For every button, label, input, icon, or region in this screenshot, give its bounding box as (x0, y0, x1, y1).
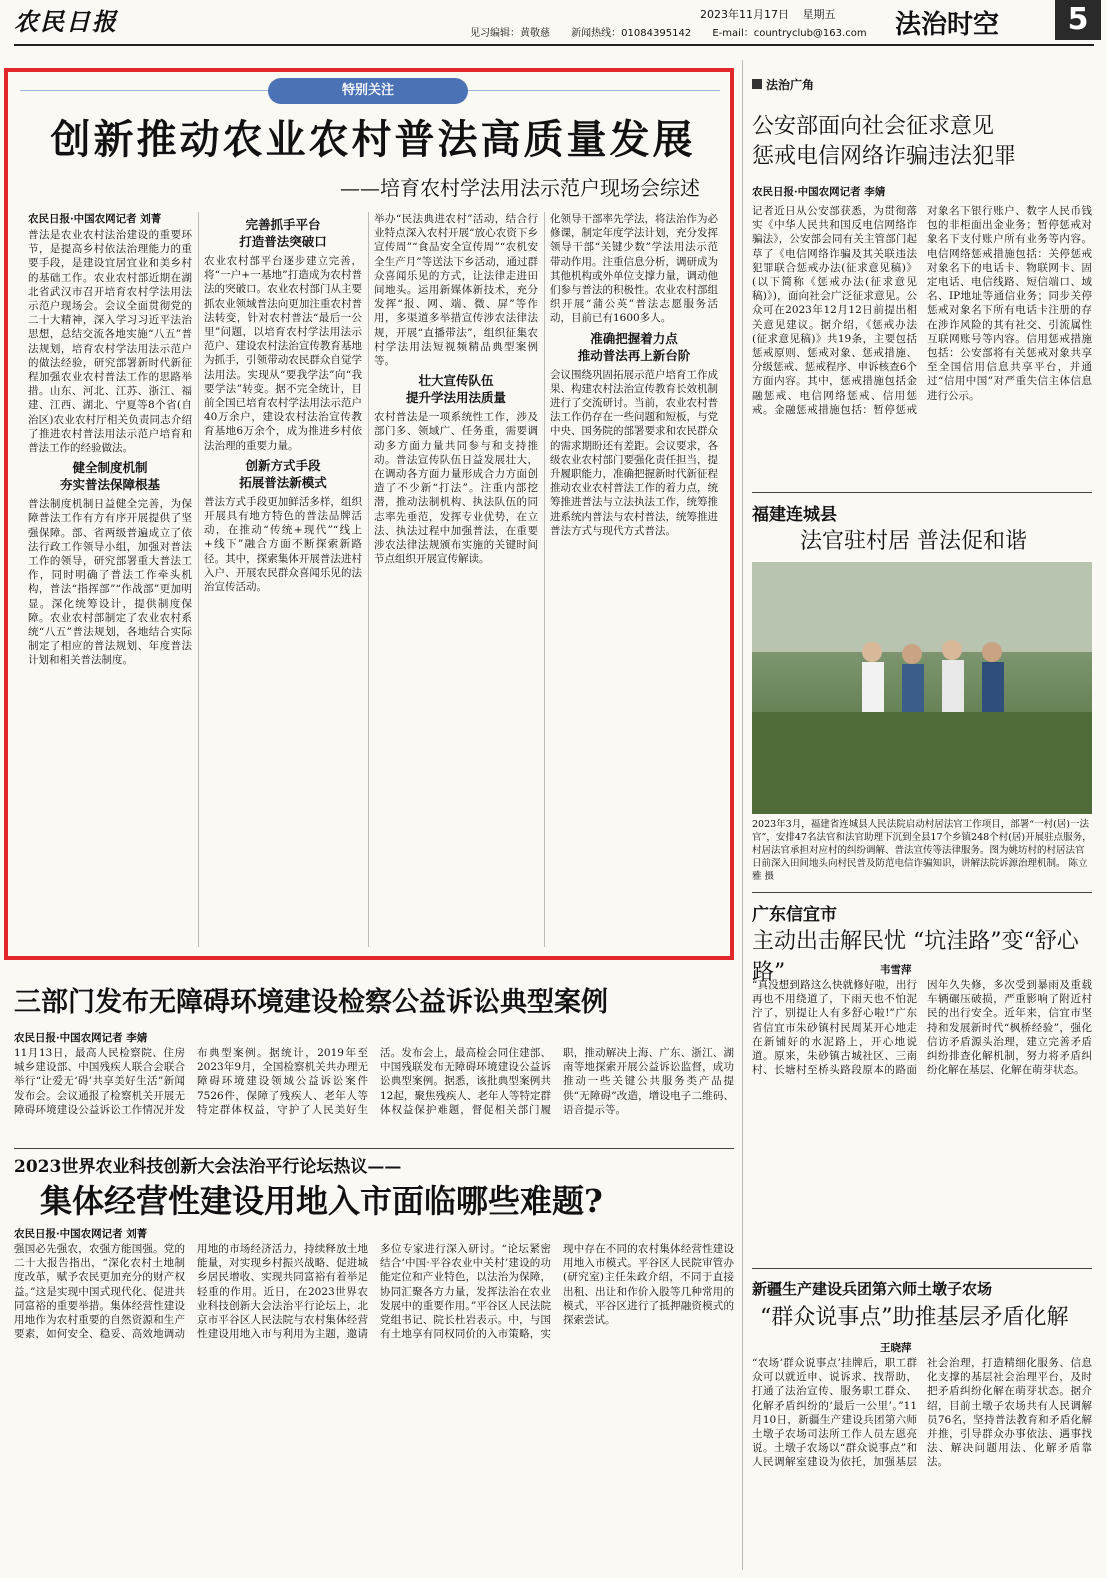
feature-col1b-text: 普法制度机制日益健全完善，为保障普法工作有方有序开展提供了坚强保障。部、省两级普遍成立了依法行政工作领导小组，加强对普法工作的领导，研究部署重大普法工作，同时明确了普法工作牵头机构，普法“指挥部”“作战部”更加明显。深化统筹设计，提供制度保障。农业农村部制定了农业农村系统“八五”普法规划，各地结合实际制定了相应的普法规划、年度普法计划和相关普法制度。 (28, 498, 192, 667)
title-line-1: 公安部面向社会征求意见 (752, 114, 995, 139)
page-number: 5 (1055, 0, 1101, 40)
article-byline: 农民日报·中国农网记者 李婧 (14, 1032, 148, 1044)
feature-badge: 特别关注 (268, 78, 468, 104)
feature-column-2 (204, 212, 362, 952)
feature-title: 创新推动农业农村普法高质量发展 (50, 116, 696, 163)
photo-illustration (752, 562, 1092, 814)
article-title-land: 集体经营性建设用地入市面临哪些难题? (40, 1182, 603, 1220)
header-meta (470, 24, 885, 39)
section-divider (752, 492, 1092, 493)
col-divider (368, 212, 369, 947)
article-body-xinjiang: “农场‘群众说事点’挂牌后，职工群众可以就近申、说诉求、找帮助，打通了法治宣传、服务职工群众、化解矛盾纠纷的‘最后一公里’。”11月10日，新疆生产建设兵团第六师土墩子农场司法所工作人员左恩亮说。土墩子农场以“群众说事点”和人民调解室建设为依托，加强基层社会治理，打造精细化服务、信息化支撑的基层社会治理平台，及时把矛盾纠纷化解在萌芽状态。据介绍，目前土墩子农场共有人民调解员76名，坚持普法教育和矛盾化解并推，引导群众办事依法、遇事找法、解决问题用法、化解矛盾靠法。 (752, 1357, 1092, 1469)
subhead-jianquan: 健全制度机制 夯实普法保障根基 (59, 460, 160, 493)
article-body-road: “真没想到路这么快就修好啦，出行再也不用绕道了，下雨天也不怕泥泞了，别提让人有多舒心啦!”广东省信宜市朱砂镇村民周某开心地走在新铺好的水泥路上，开心地说道。原来，朱砂镇古城社区、三南村、长塘村至桥头路段原本的路面因年久失修，多次受到暴雨及重载车辆碾压破损，严重影响了附近村民的出行安全。近年来，信宜市坚持和发展新时代“枫桥经验”，强化信访矛盾源头治理，建立完善矛盾纠纷排查化解机制，努力将矛盾纠纷化解在基层、化解在萌芽状态。 (752, 979, 1092, 1077)
header-rule (14, 44, 1094, 46)
date: 2023年11月17日 (700, 8, 789, 21)
article-body-accessibility: 11月13日，最高人民检察院、住房城乡建设部、中国残疾人联合会联合举行“让爱无‘碍’共享美好生活”新闻发布会。会议通报了检察机关开展无障碍环境建设公益诉讼工作情况并发布典型案例。据统计，2019年至2023年9月，全国检察机关共办理无障碍环境建设领域公益诉讼案件7526件，保障了残疾人、老年人等特定群体权益，守护了人民美好生活。发布会上，最高检会同住建部、中国残联发布无障碍环境建设公益诉讼典型案例。据悉，该批典型案例共12起，聚焦残疾人、老年人等特定群体权益保护难题，督促相关部门履职，推动解决上海、广东、浙江、湖南等地探索开展公益诉讼监督，成功推动一些关键公共服务类产品提供“无障碍”改造，增设电子二维码、语音提示等。 (14, 1047, 734, 1116)
col-divider (544, 212, 545, 947)
article-place: 福建连城县 (752, 505, 837, 525)
article-byline: 农民日报·中国农网记者 李婧 (752, 186, 886, 198)
feature-col3-text: 举办“民法典进农村”活动，结合行业特点深入农村开展“放心农资下乡宣传周”“食品安全宣传周”“农机安全生产月”等送法下乡活动，通过群众喜闻乐见的方式，让法律走进田间地头。运用新媒体新技术，充分发挥“报、网、端、微、屏”等作用，多渠道多举措宣传涉农法律法规，开展“直播带法”，组织征集农村学法用法短视频精品典型案例等。 (374, 213, 538, 368)
subhead-chuangxin: 创新方式手段 拓展普法新模式 (239, 457, 327, 490)
feature-column-4 (550, 212, 718, 952)
feature-column-1 (28, 212, 192, 952)
weekday: 星期五 (802, 8, 836, 21)
subhead-zhunque: 准确把握着力点 推动普法再上新台阶 (577, 330, 691, 363)
section-title: 法治时空 (895, 10, 1000, 40)
article-place: 广东信宜市 (752, 905, 837, 925)
photo-caption: 2023年3月，福建省连城县人民法院启动村居法官工作项目，部署“一村(居)一法官”，安排47名法官和法官助理下沉到全县17个乡镇248个村(居)开展驻点服务，村居法官承担对应村的纠纷调解、普法宣传等法律服务。图为姚坊村的村居法官日前深入田间地头向村民普及防范电信诈骗知识，讲解法院诉源治理机制。 陈立雅 摄 (752, 819, 1092, 882)
article-byline: 农民日报·中国农网记者 刘菁 (14, 1228, 148, 1240)
section-divider (14, 1148, 734, 1149)
feature-col3b-text: 农村普法是一项系统性工作，涉及部门多、领域广、任务重，需要调动多方面力量共同参与和支持推动。普法宣传队伍日益发展壮大，在调动各方面力量形成合力方面创造了不少新“打法”。注重内部挖潜，推动法制机构、执法队伍的同志率先垂范，发挥专业优势，在立法、执法过程中加强普法，在重要涉农法律法规颁布实施的关键时间节点组织开展宣传解读。 (374, 411, 538, 566)
article-title-xinjiang: “群众说事点”助推基层矛盾化解 (760, 1305, 1069, 1330)
article-byline: 王晓萍 (880, 1342, 912, 1354)
article-body-police: 记者近日从公安部获悉，为贯彻落实《中华人民共和国反电信网络诈骗法》，公安部会同有关主管部门起草了《电信网络诈骗及其关联违法犯罪联合惩戒办法(征求意见稿)》(以下简称《惩戒办法(征求意见稿)》)，面向社会广泛征求意见。公众可在2023年12月12日前提出相关意见建议。据介绍，《惩戒办法(征求意见稿)》共19条，主要包括惩戒原则、惩戒对象、惩戒措施、分级惩戒、惩戒程序、申诉核查6个方面内容。其中，惩戒措施包括金融惩戒、电信网络惩戒、信用惩戒。金融惩戒措施包括：暂停惩戒对象名下银行账户、数字人民币钱包的非柜面出金业务；暂停惩戒对象名下支付账户所有业务等内容。电信网络惩戒措施包括：关停惩戒对象名下的电话卡、物联网卡、固定电话、电信线路、短信端口、域名、IP地址等通信业务；同步关停惩戒对象名下所有电话卡注册的存在涉诈风险的其有社交、引流属性互联网账号等内容。信用惩戒措施包括：公安部将有关惩戒对象共享至全国信用信息共享平台，并通过“信用中国”对严重失信主体信息进行公示。 (752, 205, 1092, 416)
feature-col2-text: 农业农村部平台逐步建立完善，将“一户+一基地”打造成为农村普法的突破口。农业农村部门从主要抓农业领域普法向更加注重农村普法转变，针对农村普法“最后一公里”问题，以培育农村学法用法示范户、建设农村法治宣传教育基地为抓手，引领带动农民群众自觉学法用法。实现从“要我学法”向“我要学法”转变。据不完全统计，目前全国已培育农村学法用法示范户40万余户，建设农村法治宣传教育基地6万余个，成为推进乡村依法治理的重要力量。 (204, 255, 362, 452)
article-place: 新疆生产建设兵团第六师土墩子农场 (752, 1280, 993, 1298)
feature-col2b-text: 普法方式手段更加鲜活多样，组织开展具有地方特色的普法品牌活动，在推动“传统+现代”“线上+线下”融合方面不断探索新路径。其中，探索集体开展普法进村入户、开展农民群众喜闻乐见的法治宣传活动。 (204, 495, 362, 594)
page-divider (742, 60, 743, 1570)
column-tag: 法治广角 (752, 76, 814, 93)
news-hotline: 新闻热线：01084395142 (571, 28, 692, 39)
feature-byline: 农民日报·中国农网记者 刘菁 (28, 213, 162, 225)
article-title-road: 主动出击解民忧 “坑洼路”变“舒心路” (752, 929, 1079, 985)
section-divider (752, 892, 1092, 893)
intern-editor: 见习编辑：黄敬慈 (470, 28, 550, 39)
subhead-wanshan: 完善抓手平台 打造普法突破口 (239, 217, 327, 249)
email: E-mail：countryclub@163.com (712, 28, 867, 39)
col-divider (198, 212, 199, 947)
feature-col1-text: 普法是农业农村法治建设的重要环节，是提高乡村依法治理能力的重要手段，是建设宜居宜业和美乡村的基础工作。农业农村部近期在湖北省武汉市召开培育农村学法用法示范户现场会。会议全面贯彻党的二十大精神，深入学习习近平法治思想，总结交流各地实施“八五”普法规划，培育农村学法用法示范户的做法经验，研究部署新时代新征程加强农业农村普法工作的思路举措。山东、河北、江苏、浙江、福建、江西、湖北、宁夏等8个省(自治区)农业农村厅相关负责同志介绍了推进农村普法用法示范户培育和普法工作的经验做法。 (28, 229, 192, 455)
issue-date (700, 6, 836, 22)
article-body-land: 强国必先强农，农强方能国强。党的二十大报告指出，“深化农村土地制度改革，赋予农民更加充分的财产权益。”这是实现中国式现代化、促进共同富裕的重要举措。集体经营性建设用地作为农村重要的自然资源和生产要素，如何安全、稳妥、高效地调动用地的市场经济活力，持续释放土地能量，对实现乡村振兴战略、促进城乡居民增收、实现共同富裕有着举足轻重的作用。近日，在2023世界农业科技创新大会法治平行论坛上，北京市平谷区人民法院与农村集体经营性建设用地入市与利用为主题，邀请多位专家进行深入研讨。“论坛紧密结合‘中国·平谷农业中关村’建设的功能定位和产业特色，以法治为保障，协同汇聚各方力量，发挥法治在农业发展中的重要作用。”平谷区人民法院党组书记、院长杜岩表示。中，与国有土地享有同权同价的入市策略，实现中存在不同的农村集体经营性建设用地入市模式。平谷区人民院审管办(研究室)主任朱政介绍，不同于直接出租、出让和作价入股等几种常用的模式，平谷区进行了抵押融资模式的探索尝试。 (14, 1243, 734, 1341)
article-byline: 韦雪萍 (880, 964, 912, 976)
news-photo (752, 562, 1092, 814)
feature-col4b-text: 会议围绕巩固拓展示范户培育工作成果、构建农村法治宣传教育长效机制进行了交流研讨。当前，农业农村普法工作仍存在一些问题和短板，与党中央、国务院的部署要求和农民群众的需求期盼还有差距。会议要求，各级农业农村部门要强化责任担当，提升履职能力，准确把握新时代新征程推动农业农村普法工作的着力点，统筹推进普法与立法执法工作，统筹推进系统内普法与农村普法，统筹推进普法方式与现代方式普法。 (550, 368, 718, 537)
feature-column-3 (374, 212, 538, 952)
article-title-police (752, 112, 1092, 172)
article-title-accessibility: 三部门发布无障碍环境建设检察公益诉讼典型案例 (14, 987, 608, 1018)
masthead: 农民日报 (14, 7, 118, 36)
title-line-2: 惩戒电信网络诈骗违法犯罪 (752, 144, 1017, 169)
article-kicker: 2023世界农业科技创新大会法治平行论坛热议—— (14, 1157, 402, 1177)
article-title-court: 法官驻村居 普法促和谐 (800, 529, 1027, 554)
section-divider (752, 1268, 1092, 1269)
feature-subtitle: ——培育农村学法用法示范户现场会综述 (340, 176, 700, 200)
feature-col4-text: 化领导干部率先学法，将法治作为必修课，制定年度学法计划，充分发挥领导干部“关键少数”学法用法示范带动作用。注重信息分析，调研成为其他机构或外单位支撑力量，调动他们参与普法的积极性。农业农村部组织开展“蒲公英”普法志愿服务活动，目前已有1600多人。 (550, 213, 718, 325)
subhead-zhuangda: 壮大宣传队伍 提升学法用法质量 (405, 373, 506, 406)
